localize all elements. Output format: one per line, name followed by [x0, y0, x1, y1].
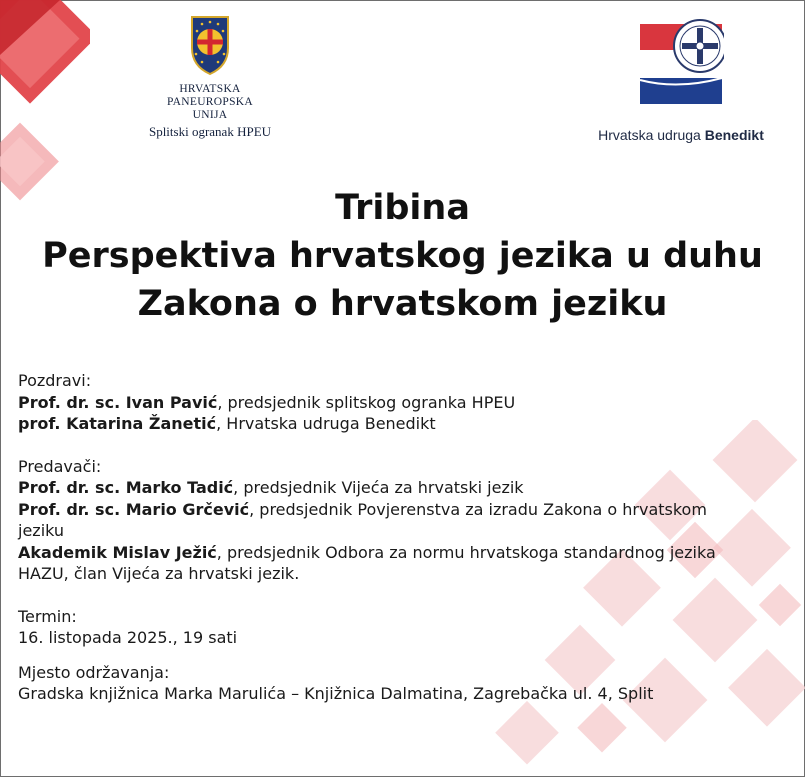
hpeu-name-line-2: PANEUROPSKA [167, 96, 253, 108]
greetings-heading: Pozdravi: [18, 371, 92, 390]
hpeu-name-line-3: UNIJA [192, 109, 228, 121]
speaker-name: prof. Katarina Žanetić [18, 414, 217, 433]
hpeu-name-line-1: HRVATSKA [179, 83, 241, 95]
venue-value: Gradska knjižnica Marka Marulića – Knjižnica Dalmatina, Zagrebačka ul. 4, Split [18, 684, 654, 703]
lecturer-role-continued: jeziku [18, 521, 65, 540]
greeting-speaker [18, 413, 788, 435]
title-line-2: Perspektiva hrvatskog jezika u duhu [42, 236, 763, 276]
benedikt-caption [581, 127, 781, 143]
lecturer-name: Akademik Mislav Ježić [18, 542, 217, 562]
benedikt-caption-prefix: Hrvatska udruga [598, 127, 701, 143]
lecturer-name: Prof. dr. sc. Mario Grčević [18, 499, 250, 519]
lecturer [18, 542, 788, 564]
benedikt-flag-medal-icon [638, 16, 724, 108]
lecturer-role-continued: HAZU, član Vijeća za hrvatski jezik. [18, 564, 300, 583]
event-title [0, 184, 805, 328]
title-line-1: Tribina [335, 188, 470, 228]
lecturer-role: , predsjednik Vijeća za hrvatski jezik [233, 478, 524, 497]
hpeu-branch: Splitski ogranak HPEU [148, 124, 272, 139]
event-details [18, 370, 788, 705]
lecturer-name: Prof. dr. sc. Marko Tadić [18, 478, 234, 497]
speaker-role: , Hrvatska udruga Benedikt [216, 414, 436, 433]
greeting-speaker [18, 392, 788, 414]
venue-heading: Mjesto održavanja: [18, 662, 170, 682]
lecturer-role: , predsjednik Povjerenstva za izradu Zakona o hrvatskom [249, 499, 707, 519]
speaker-role: , predsjednik splitskog ogranka HPEU [217, 392, 516, 412]
hpeu-shield-icon [189, 14, 231, 76]
benedikt-caption-name: Benedikt [704, 127, 764, 143]
speaker-name: Prof. dr. sc. Ivan Pavić [18, 392, 218, 412]
term-heading: Termin: [18, 606, 77, 626]
lecturer [18, 499, 788, 521]
term-value: 16. listopada 2025., 19 sati [18, 628, 238, 647]
lecturer-role: , predsjednik Odbora za normu hrvatskoga standardnog jezika [216, 542, 716, 562]
benedikt-logo [581, 16, 781, 143]
title-line-3: Zakona o hrvatskom jeziku [137, 284, 668, 324]
lecturer [18, 477, 788, 499]
hpeu-logo [130, 14, 290, 140]
lecturers-heading: Predavači: [18, 456, 102, 476]
